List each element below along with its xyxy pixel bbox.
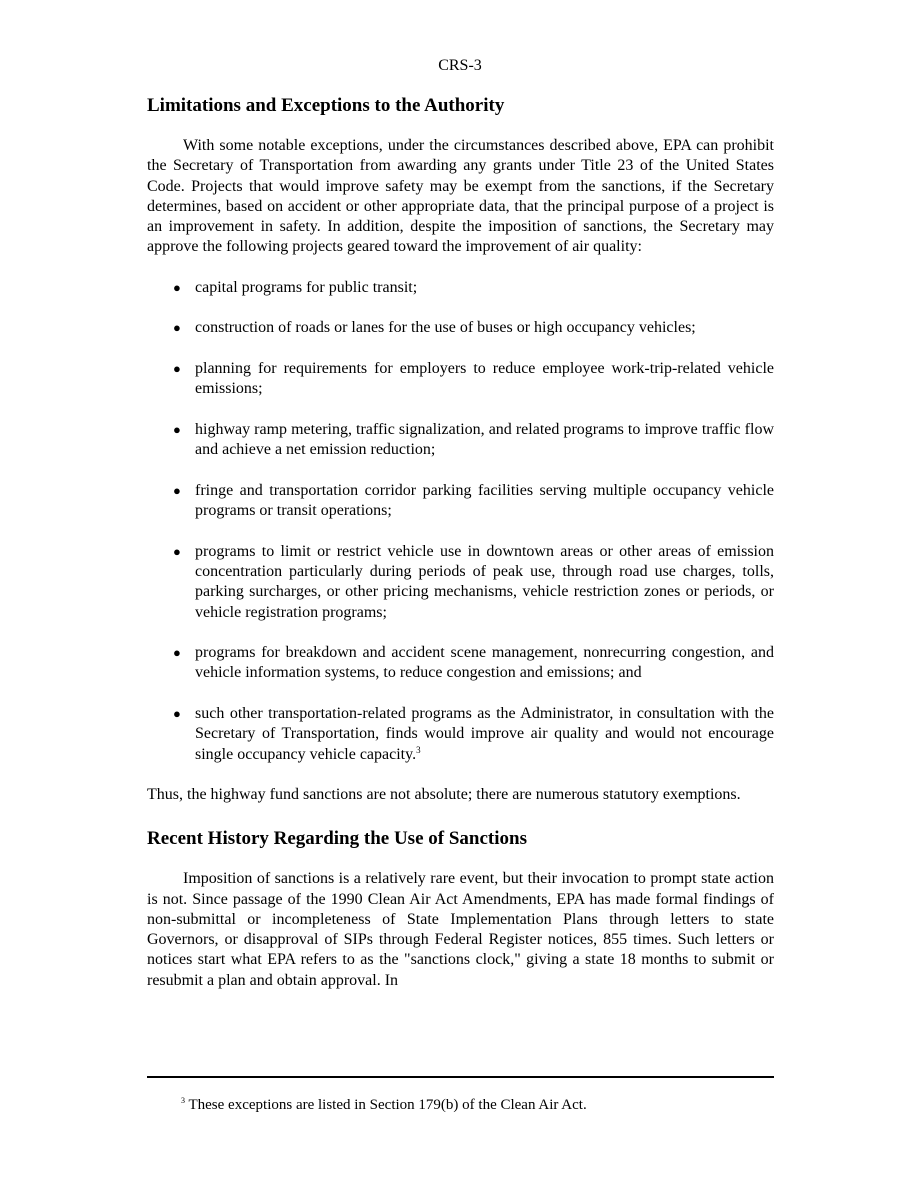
footnote-reference[interactable]: 3: [416, 744, 421, 755]
list-item: [147, 318, 774, 338]
list-item-text: programs to limit or restrict vehicle use in downtown areas or other areas of emission concentration particularly during periods of peak use, through road use charges, tolls, parking surcharges, or other pricing mechanisms, vehicle restriction zones or periods, or vehicle registration programs;: [195, 542, 774, 621]
list-item-text: fringe and transportation corridor parking facilities serving multiple occupancy vehicle programs or transit operations;: [195, 481, 774, 520]
footnote: [181, 1096, 587, 1114]
bullet-icon: ●: [173, 482, 181, 498]
bullet-icon: ●: [173, 360, 181, 376]
bullet-icon: ●: [173, 706, 181, 722]
footnote-text: These exceptions are listed in Section 179(b) of the Clean Air Act.: [188, 1097, 587, 1113]
section-heading-recent-history: Recent History Regarding the Use of Sanctions: [147, 828, 527, 850]
body-column: [147, 94, 774, 991]
list-item-text: highway ramp metering, traffic signalization, and related programs to improve traffic flow and achieve a net emission reduction;: [195, 420, 774, 459]
list-item: [147, 542, 774, 623]
list-item: [147, 704, 774, 765]
footnote-divider: [147, 1076, 774, 1078]
list-item: [147, 643, 774, 684]
bullet-icon: ●: [173, 421, 181, 437]
bullet-icon: ●: [173, 543, 181, 559]
list-item-text: construction of roads or lanes for the use of buses or high occupancy vehicles;: [195, 319, 696, 337]
list-item: [147, 278, 774, 298]
exemption-list: [147, 278, 774, 765]
list-item-text: planning for requirements for employers to reduce employee work-trip-related vehicle emissions;: [195, 359, 774, 398]
list-item: [147, 420, 774, 461]
list-item-text: capital programs for public transit;: [195, 278, 418, 296]
list-item: [147, 359, 774, 400]
footnote-number: 3: [181, 1096, 185, 1105]
list-item: [147, 481, 774, 522]
list-item-text: programs for breakdown and accident scene management, nonrecurring congestion, and vehicle information systems, to reduce congestion and emissions; and: [195, 644, 774, 682]
section-heading-limitations: Limitations and Exceptions to the Authority: [147, 95, 505, 116]
intro-paragraph: With some notable exceptions, under the circumstances described above, EPA can prohibit the Secretary of Transportation from awarding any grants under Title 23 of the United States Code. Projects that would improve safety may be exempt from the sanctions, if the Secretary determines, based on accident or other appropriate data, that the principal purpose of a project is an improvement in safety. In addition, despite the imposition of sanctions, the Secretary may approve the following projects geared toward the improvement of air quality:: [147, 137, 774, 256]
conclusion-paragraph: Thus, the highway fund sanctions are not absolute; there are numerous statutory exemptions.: [147, 785, 741, 803]
bullet-icon: ●: [173, 279, 181, 295]
list-item-text: such other transportation-related programs as the Administrator, in consultation with the Secretary of Transportation, finds would improve air quality and would not encourage single occupancy vehicle capacity.: [195, 705, 774, 763]
history-paragraph: Imposition of sanctions is a relatively rare event, but their invocation to prompt state action is not. Since passage of the 1990 Clean Air Act Amendments, EPA has made formal findings of non-submittal or incompleteness of State Implementation Plans through letters to state Governors, or disapproval of SIPs through Federal Register notices, 855 times. Such letters or notices start what EPA refers to as the "sanctions clock," giving a state 18 months to submit or resubmit a plan and obtain approval. In: [147, 870, 774, 989]
bullet-icon: ●: [173, 645, 181, 661]
page-header: CRS-3: [438, 57, 482, 74]
bullet-icon: ●: [173, 320, 181, 336]
